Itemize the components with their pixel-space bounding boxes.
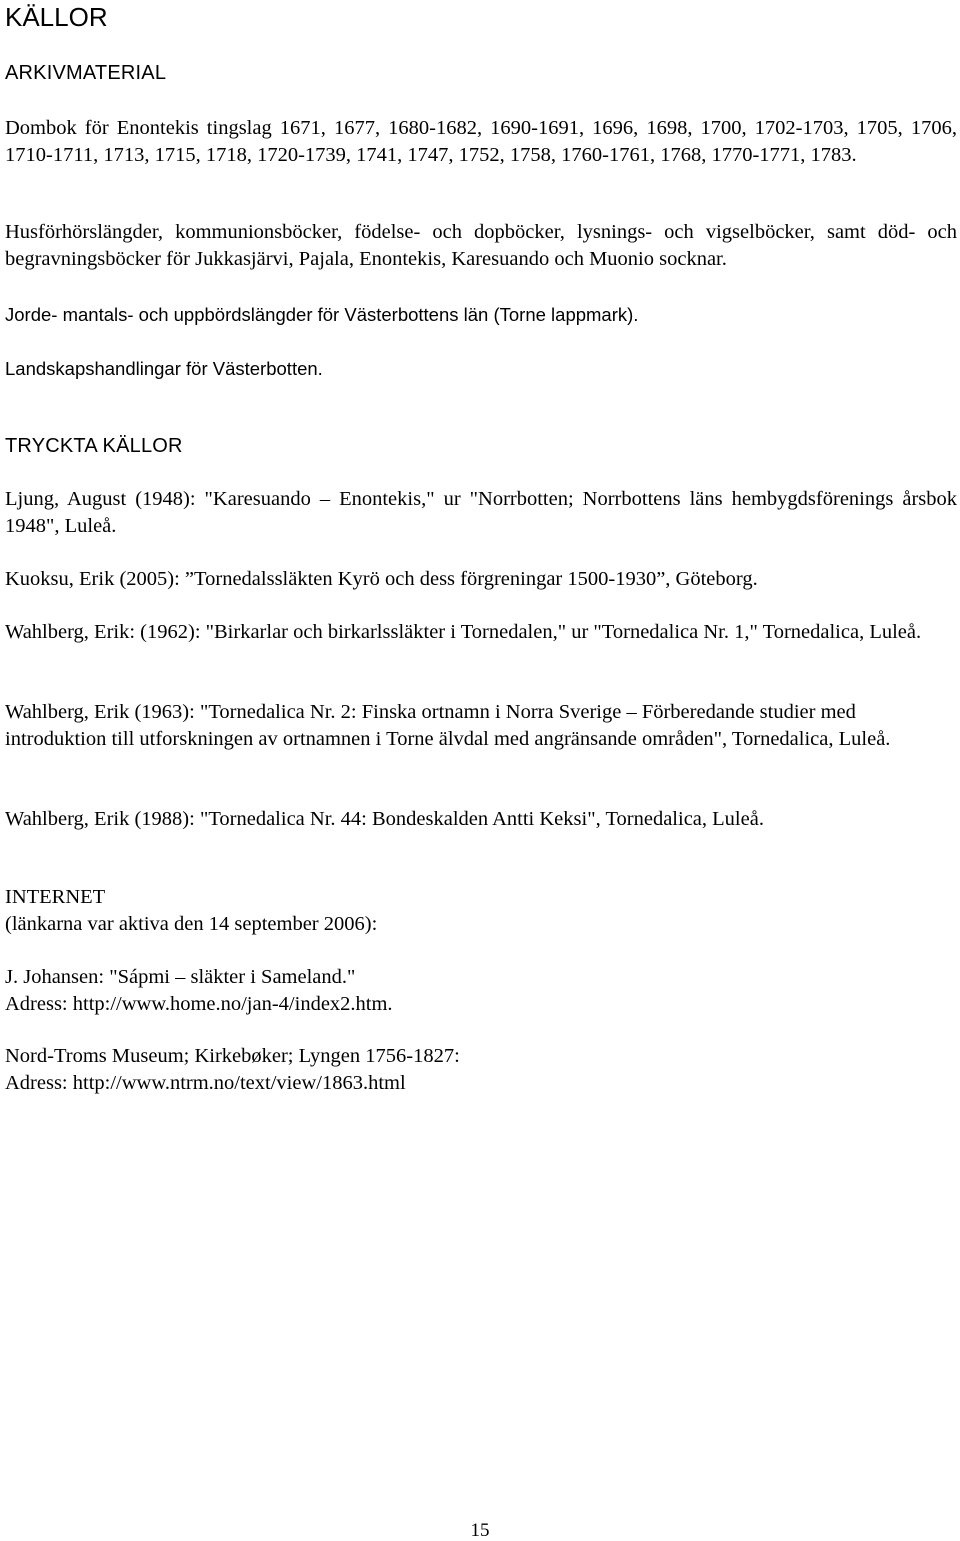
internet-entry-address[interactable]: Adress: http://www.home.no/jan-4/index2.htm. xyxy=(5,993,393,1015)
internet-section xyxy=(5,884,957,938)
printed-entry-wahlberg-1963: Wahlberg, Erik (1963): "Tornedalica Nr. 2: Finska ortnamn i Norra Sverige – Förberedande studier med introduktion till utforskningen av ortnamnen i Torne älvdal med angränsande områden", Tornedalica, Luleå. xyxy=(5,701,891,750)
printed-entry-kuoksu: Kuoksu, Erik (2005): ”Tornedalssläkten Kyrö och dess förgreningar 1500-1930”, Göteborg. xyxy=(5,568,758,590)
archive-entry-husforhor: Husförhörslängder, kommunionsböcker, födelse- och dopböcker, lysnings- och vigselböcker, samt död- och begravningsböcker för Jukkasjärvi, Pajala, Enontekis, Karesuando och Muonio socknar. xyxy=(5,221,957,270)
section-heading-archive: ARKIVMATERIAL xyxy=(5,62,167,84)
printed-entry-wahlberg-1962: Wahlberg, Erik: (1962): "Birkarlar och birkarlssläkter i Tornedalen," ur "Tornedalica Nr. 1," Tornedalica, Luleå. xyxy=(5,621,922,643)
internet-entry-nord-troms xyxy=(5,1043,957,1097)
internet-entry-title: Nord-Troms Museum; Kirkebøker; Lyngen 1756-1827: xyxy=(5,1045,460,1067)
archive-entry-dombok: Dombok för Enontekis tingslag 1671, 1677, 1680-1682, 1690-1691, 1696, 1698, 1700, 1702-1703, 1705, 1706, 1710-1711, 1713, 1715, 1718, 1720-1739, 1741, 1747, 1752, 1758, 1760-1761, 1768, 1770-1771, 1783. xyxy=(5,117,957,166)
archive-entry-landskap: Landskapshandlingar för Västerbotten. xyxy=(5,358,323,379)
printed-entry-ljung: Ljung, August (1948): "Karesuando – Enontekis," ur "Norrbotten; Norrbottens läns hembygdsförenings årsbok 1948", Luleå. xyxy=(5,488,957,537)
page-number: 15 xyxy=(470,1520,490,1541)
printed-entry-wahlberg-1988: Wahlberg, Erik (1988): "Tornedalica Nr. 44: Bondeskalden Antti Keksi", Tornedalica, Luleå. xyxy=(5,808,764,830)
archive-entry-jordeboker: Jorde- mantals- och uppbördslängder för Västerbottens län (Torne lappmark). xyxy=(5,304,639,325)
internet-entry-address[interactable]: Adress: http://www.ntrm.no/text/view/1863.html xyxy=(5,1072,406,1094)
section-heading-internet: INTERNET xyxy=(5,886,106,908)
page-title: KÄLLOR xyxy=(5,2,108,32)
internet-entry-johansen xyxy=(5,964,957,1018)
section-heading-printed: TRYCKTA KÄLLOR xyxy=(5,435,183,457)
internet-note: (länkarna var aktiva den 14 september 2006): xyxy=(5,913,378,935)
internet-entry-title: J. Johansen: "Sápmi – släkter i Sameland." xyxy=(5,966,356,988)
